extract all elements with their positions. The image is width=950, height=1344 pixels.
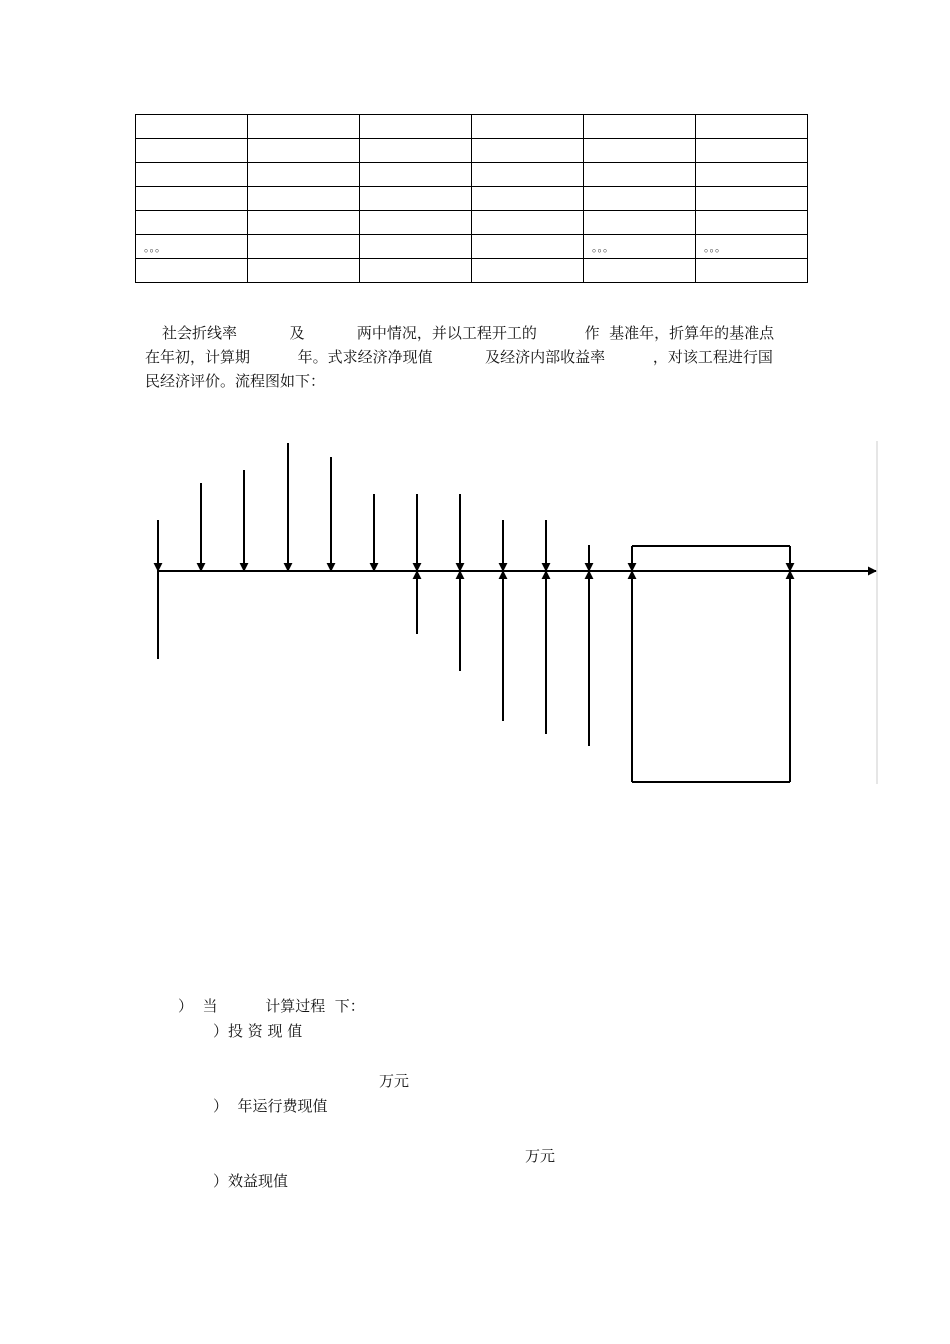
calc-unit-2: 万元 <box>525 1147 556 1165</box>
table-cell: 。。。 <box>584 235 696 259</box>
paragraph-line-2: 在年初，计算期 年。式求经济净现值 及经济内部收益率 ，对该工程进行国 <box>145 348 773 366</box>
calc-heading: ） 当 计算过程 下： <box>178 997 365 1015</box>
table-cell: 。。。 <box>696 235 808 259</box>
calc-item-operating-cost: ） 年运行费现值 <box>213 1097 328 1115</box>
calc-item-investment: ）投 资 现 值 <box>213 1022 303 1040</box>
calc-unit-1: 万元 <box>379 1072 410 1090</box>
paragraph-line-1: 社会折线率 及 两中情况，并以工程开工的 作 基准年，折算年的基准点 <box>162 324 775 342</box>
table-cell: 。。。 <box>136 235 248 259</box>
calc-item-benefit: ）效益现值 <box>213 1172 289 1190</box>
paragraph-line-3: 民经济评价。流程图如下： <box>145 372 326 390</box>
